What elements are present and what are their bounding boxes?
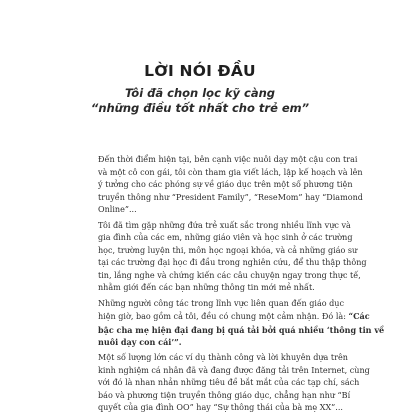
paragraph-line: Những người công tác trong lĩnh vực liên quan đến giáo dục — [98, 298, 344, 308]
subtitle-line-1: Tôi đã chọn lọc kỹ càng — [124, 86, 276, 100]
paragraph-3 — [86, 298, 385, 349]
paragraph-line: với đó là nhan nhản những tiêu đề bắt mắt của các tạp chí, sách — [98, 378, 360, 388]
paragraph-line: quyết của gia đình OO” hay “Sự thông thái của bà mẹ XX”... — [98, 403, 343, 413]
paragraph-line: tại các trường đại học đi đầu trong nghiên cứu, để thu thập thông — [98, 258, 367, 268]
paragraph-2 — [86, 220, 367, 295]
paragraph-line: gia đình của các em, những giáo viên và học sinh ở các trường — [98, 233, 353, 243]
paragraph-line: Tôi đã tìm gặp những đứa trẻ xuất sắc trong nhiều lĩnh vực và — [98, 220, 351, 230]
paragraph-line: kinh nghiệm cá nhân đã và đang được đăng tải trên Internet, cùng — [98, 365, 370, 375]
paragraph-1 — [86, 154, 363, 217]
paragraph-line: học, trường luyện thi, môn học ngoại khóa, và cả những giáo sư — [98, 245, 358, 255]
body-text — [86, 154, 385, 418]
paragraph-line: nhằm giới đến các bạn những thông tin mới mẻ nhất. — [98, 283, 315, 293]
paragraph-line: bậc cha mẹ hiện đại đang bị quá tải bởi quá nhiều ‘thông tin về — [98, 324, 385, 335]
paragraph-line: Một số lượng lớn các ví dụ thành công và lời khuyên dựa trên — [98, 353, 348, 363]
paragraph-line: hiện giờ, bao gồm cả tôi, đều có chung một cảm nhận. Đó là: “Các — [98, 311, 370, 322]
paragraph-line: truyền thông như “President Family”, “ReseMom” hay “Diamond — [98, 192, 363, 202]
paragraph-line: Đến thời điểm hiện tại, bên cạnh việc nuôi dạy một cậu con trai — [98, 155, 358, 164]
paragraph-4 — [86, 352, 370, 415]
paragraph-line: nuôi dạy con cái’”. — [98, 337, 182, 348]
paragraph-line: Online”... — [98, 205, 137, 214]
paragraph-line: và một cô con gái, tôi còn tham gia viết lách, lập kế hoạch và lên — [98, 167, 363, 177]
subtitle-line-2: “những điều tốt nhất cho trẻ em” — [90, 101, 310, 115]
paragraph-line: báo và phương tiện truyền thông giáo dục, chẳng hạn như “Bí — [98, 390, 351, 400]
page-heading: LỜI NÓI ĐẦU — [144, 62, 256, 80]
paragraph-line: tin, lắng nghe và chứng kiến các câu chuyện ngay trong thực tế, — [98, 270, 361, 280]
paragraph-line: ý tưởng cho các phóng sự về giáo dục trên một số phương tiện — [98, 180, 353, 189]
